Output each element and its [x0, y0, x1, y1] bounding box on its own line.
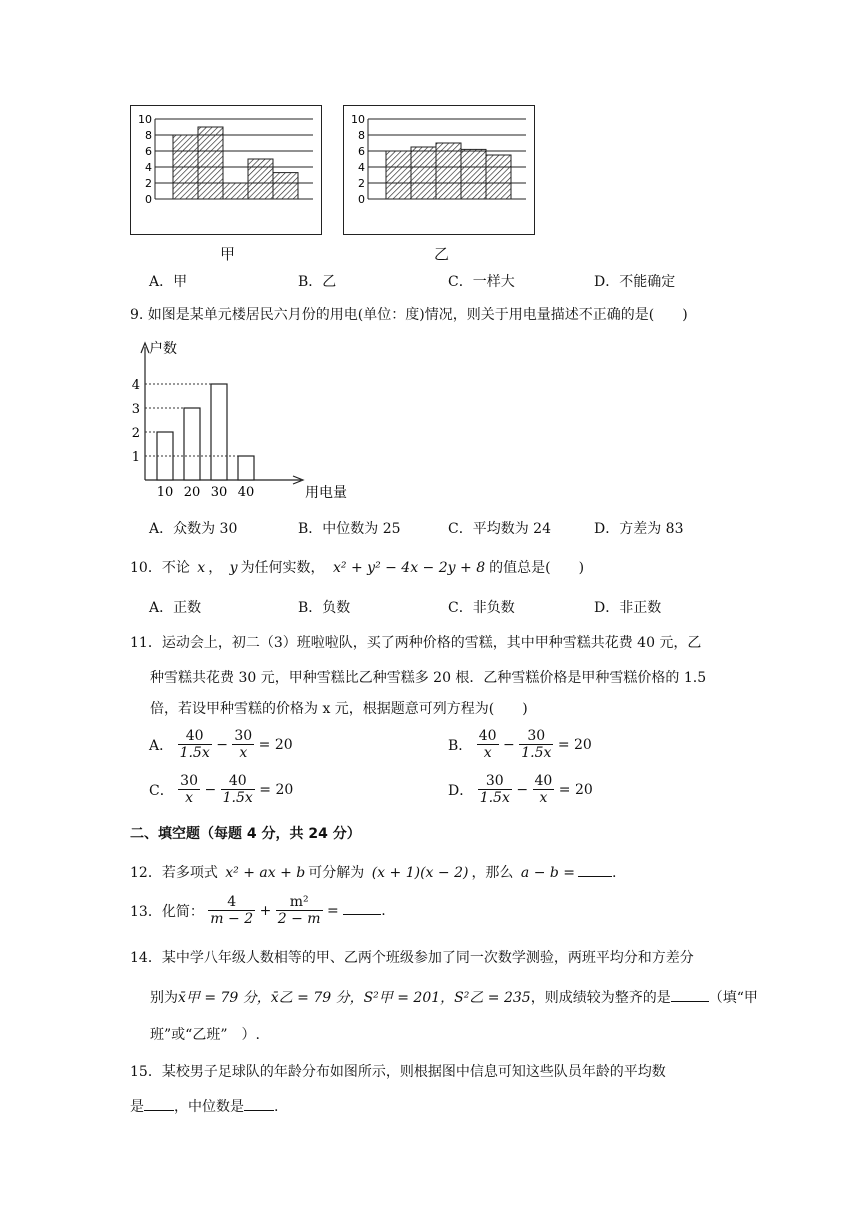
q12-mid: 可分解为	[308, 865, 365, 881]
q14-line2c: （填“甲	[708, 990, 758, 1006]
q10-mid: 为任何实数，	[240, 560, 325, 576]
q12-expr1: x² + ax + b	[225, 865, 306, 881]
x-tick-label: 30	[210, 485, 228, 500]
bar	[184, 408, 200, 480]
bar	[386, 151, 411, 199]
q13-answer-blank[interactable]	[343, 914, 381, 915]
q10-post: 的值总是( )	[489, 560, 585, 576]
q14-answer-blank[interactable]	[671, 1001, 709, 1002]
bar	[411, 147, 436, 199]
q11-a-eq: = 20	[258, 736, 293, 753]
q15-line2a: 是	[130, 1099, 144, 1115]
q11-a-label: A．	[149, 737, 174, 754]
q11-c-minus: −	[204, 781, 217, 798]
q11-d-minus: −	[516, 781, 529, 798]
q10-var-y: y	[229, 560, 238, 576]
q13-eq: =	[327, 902, 339, 919]
q14-mean-yi: x̄乙 = 79 分，	[270, 990, 364, 1006]
q14-line2a: 别为	[150, 990, 178, 1006]
bar	[248, 159, 273, 199]
section-fill-blank-title: 二、填空题（每题 4 分，共 24 分）	[130, 826, 361, 842]
q10-comma: ，	[208, 560, 223, 576]
bar	[173, 135, 198, 199]
q11-d-eq: = 20	[558, 781, 593, 798]
q8-option-c[interactable]: C．一样大	[448, 274, 515, 290]
y-tick-label: 2	[131, 426, 140, 441]
chart-yi	[344, 106, 534, 234]
q9-chart	[125, 335, 365, 505]
q10-option-b[interactable]: B．负数	[298, 600, 351, 616]
y-tick-label: 4	[145, 161, 152, 174]
q10-stem	[130, 557, 584, 577]
q12-answer-blank[interactable]	[578, 876, 612, 877]
q13-frac1: $\frac{4}{m - 2}$	[210, 894, 254, 927]
bar	[223, 183, 248, 199]
q14-line-2	[150, 987, 758, 1007]
x-axis-label: 用电量	[305, 485, 347, 501]
q15-line-2	[130, 1096, 278, 1116]
q14-var-yi: S²乙 = 235	[454, 990, 531, 1006]
y-tick-label: 6	[145, 145, 152, 158]
q13-stem	[130, 894, 386, 927]
bar	[461, 149, 486, 199]
caption-yi: 乙	[434, 245, 450, 263]
y-tick-label: 2	[358, 177, 365, 190]
q11-c-frac2: $\frac{40}{1.5x}$	[222, 773, 253, 806]
y-tick-label: 0	[145, 193, 152, 206]
q14-line2b: ，则成绩较为整齐的是	[530, 990, 671, 1006]
q11-b-minus: −	[503, 736, 515, 753]
q12-stem	[130, 862, 616, 882]
q11-c-frac1: $\frac{30}{x}$	[180, 773, 198, 806]
q11-option-c[interactable]	[149, 773, 293, 806]
y-tick-label: 4	[358, 161, 365, 174]
q12-expr2: (x + 1)(x − 2)	[371, 865, 469, 881]
q11-b-frac1: $\frac{40}{x}$	[478, 728, 497, 761]
y-tick-label: 6	[358, 145, 365, 158]
q15-mean-blank[interactable]	[144, 1110, 174, 1111]
q11-c-eq: = 20	[259, 781, 294, 798]
bar	[273, 173, 298, 199]
q12-expr3: a − b =	[520, 865, 576, 881]
y-tick-label: 3	[131, 402, 140, 417]
q10-option-c[interactable]: C．非负数	[448, 600, 515, 616]
q15-line2c: .	[274, 1099, 279, 1115]
bar	[436, 143, 461, 199]
q13-plus: +	[259, 902, 272, 919]
q10-option-a[interactable]: A．正数	[149, 600, 202, 616]
q10-expr: x² + y² − 4x − 2y + 8	[333, 560, 486, 576]
y-tick-label: 4	[131, 378, 140, 393]
q11-line-1: 11．运动会上，初二（3）班啦啦队，买了两种价格的雪糕，其中甲种雪糕共花费 40 元，乙	[130, 635, 702, 651]
q14-line-3: 班”或“乙班” ）.	[150, 1027, 260, 1043]
bar	[198, 127, 223, 199]
q12-mid2: ，那么	[471, 865, 514, 881]
caption-jia: 甲	[220, 245, 236, 263]
x-tick-label: 20	[183, 485, 201, 500]
chart-jia	[131, 106, 321, 234]
q10-option-d[interactable]: D．非正数	[594, 600, 662, 616]
y-tick-label: 2	[145, 177, 152, 190]
y-tick-label: 0	[358, 193, 365, 206]
q11-line-3: 倍，若设甲种雪糕的价格为 x 元，根据题意可列方程为( )	[150, 701, 528, 717]
q9-option-c[interactable]: C．平均数为 24	[448, 521, 551, 537]
q11-d-frac1: $\frac{30}{1.5x}$	[479, 773, 510, 806]
q8-option-a[interactable]: A．甲	[149, 274, 188, 290]
bar	[211, 384, 227, 480]
y-tick-label: 8	[358, 129, 365, 142]
x-tick-label: 10	[156, 485, 174, 500]
q8-option-d[interactable]: D．不能确定	[594, 274, 676, 290]
q11-option-b[interactable]	[448, 728, 592, 761]
y-tick-label: 8	[145, 129, 152, 142]
chart-jia-frame	[130, 105, 322, 235]
q9-stem: 9. 如图是某单元楼居民六月份的用电(单位：度)情况，则关于用电量描述不正确的是( )	[130, 307, 688, 323]
q11-a-frac2: $\frac{30}{x}$	[234, 728, 253, 761]
q11-line-2: 种雪糕共花费 30 元，甲种雪糕比乙种雪糕多 20 根．乙种雪糕价格是甲种雪糕价格的 1.5	[150, 670, 707, 686]
bar	[486, 155, 511, 199]
x-tick-label: 40	[237, 485, 255, 500]
q11-option-d[interactable]	[448, 773, 593, 806]
q14-var-jia: S²甲 = 201，	[363, 990, 455, 1006]
q15-median-blank[interactable]	[244, 1110, 274, 1111]
q12-post: .	[612, 865, 617, 881]
q11-a-minus: −	[216, 736, 228, 753]
q15-line-1: 15．某校男子足球队的年龄分布如图所示，则根据图中信息可知这些队员年龄的平均数	[130, 1064, 666, 1080]
q13-frac2: $\frac{\text{m²}}{2 - m}$	[277, 894, 321, 927]
q8-option-b[interactable]: B．乙	[298, 274, 337, 290]
chart-yi-frame	[343, 105, 535, 235]
y-tick-label: 10	[351, 113, 365, 126]
q11-option-a[interactable]	[149, 728, 293, 761]
q14-mean-jia: x̄甲 = 79 分，	[178, 990, 271, 1006]
q15-line2b: ，中位数是	[174, 1099, 244, 1115]
q11-d-label: D．	[448, 782, 474, 799]
q11-b-label: B．	[448, 737, 473, 754]
q11-d-frac2: $\frac{40}{x}$	[534, 773, 553, 806]
q12-pre: 12．若多项式	[130, 865, 218, 881]
y-axis-label: 户数	[149, 341, 177, 357]
q9-option-b[interactable]: B．中位数为 25	[298, 521, 401, 537]
q13-post: .	[381, 902, 386, 919]
y-tick-label: 10	[138, 113, 152, 126]
q9-option-a[interactable]: A．众数为 30	[149, 521, 238, 537]
q11-b-eq: = 20	[557, 736, 592, 753]
q11-b-frac2: $\frac{30}{1.5x}$	[521, 728, 552, 761]
q11-c-label: C．	[149, 782, 174, 799]
q13-pre: 13．化简：	[130, 903, 204, 920]
y-tick-label: 1	[131, 450, 140, 465]
q9-option-d[interactable]: D．方差为 83	[594, 521, 684, 537]
bar	[238, 456, 254, 480]
q11-a-frac1: $\frac{40}{1.5x}$	[179, 728, 210, 761]
q10-var-x: x	[197, 560, 206, 576]
q10-pre: 10．不论	[130, 560, 190, 576]
q14-line-1: 14．某中学八年级人数相等的甲、乙两个班级参加了同一次数学测验，两班平均分和方差分	[130, 950, 694, 966]
